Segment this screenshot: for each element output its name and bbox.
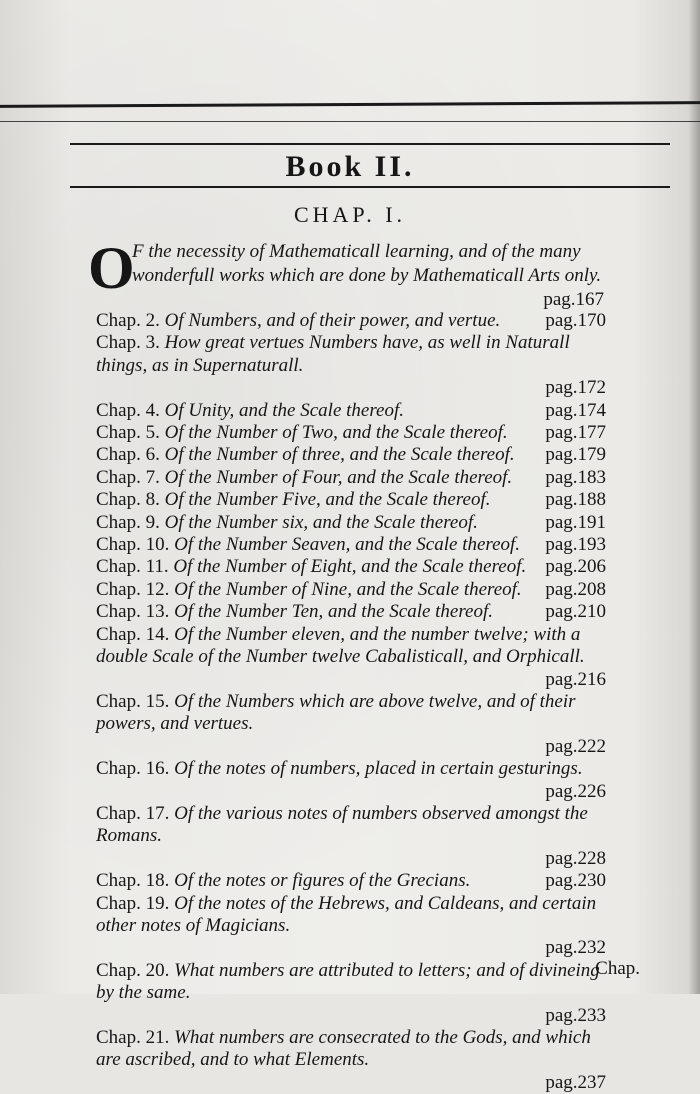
toc-entry bbox=[96, 467, 606, 489]
toc-entry bbox=[96, 624, 606, 691]
toc-entry-page: pag.233 bbox=[545, 1004, 606, 1026]
toc-entry bbox=[96, 579, 606, 601]
toc-entry-title: Of the Number of Two, and the Scale thereof. bbox=[164, 422, 508, 444]
toc-entry-title: Of the Number Five, and the Scale thereof. bbox=[164, 489, 491, 511]
toc-entry-title: Of the Number of Nine, and the Scale thereof. bbox=[174, 578, 522, 600]
toc-entry-page: pag.170 bbox=[545, 310, 606, 331]
drop-cap: O bbox=[88, 235, 135, 301]
toc-entry-title: Of the Number eleven, and the number twelve; with a double Scale of the Number twelve Cabalisticall, and Orphicall. bbox=[96, 623, 585, 668]
toc-entry-page: pag.206 bbox=[545, 556, 606, 578]
toc-entry bbox=[96, 601, 606, 623]
toc-entry-label: Chap. 7. bbox=[96, 466, 165, 488]
toc-entry-label: Chap. 5. bbox=[96, 422, 165, 444]
toc-entry-title: Of the Number of Four, and the Scale thereof. bbox=[164, 466, 513, 488]
toc-entry bbox=[96, 1027, 606, 1094]
toc-entry-label: Chap. 2. bbox=[96, 310, 165, 331]
toc-entry-label: Chap. 12. bbox=[96, 578, 175, 600]
toc-entry-page: pag.228 bbox=[545, 847, 606, 869]
toc-entry-page: pag.226 bbox=[545, 780, 606, 802]
toc-entry-title: Of the Number of Eight, and the Scale thereof. bbox=[173, 556, 527, 578]
first-chapter-page: pag.167 bbox=[543, 289, 604, 310]
toc-entry-title: Of the notes of numbers, placed in certain gesturings. bbox=[174, 758, 583, 780]
toc-entry-label: Chap. 21. bbox=[96, 1027, 175, 1048]
toc-entry bbox=[96, 489, 606, 511]
toc-entry bbox=[96, 444, 606, 466]
toc-entry-title: Of the Number Ten, and the Scale thereof. bbox=[174, 601, 494, 623]
toc-entry-label: Chap. 16. bbox=[96, 758, 175, 780]
toc-entry-title: Of Numbers, and of their power, and vertue. bbox=[164, 310, 501, 331]
toc-entry bbox=[96, 332, 606, 399]
toc-entry-label: Chap. 18. bbox=[96, 870, 175, 892]
toc-entry bbox=[96, 534, 606, 556]
toc-entry-label: Chap. 4. bbox=[96, 399, 165, 421]
toc-entry-page: pag.174 bbox=[545, 399, 606, 421]
toc-entry-label: Chap. 10. bbox=[96, 534, 175, 556]
toc-entry bbox=[96, 512, 606, 534]
toc-entry-page: pag.193 bbox=[545, 534, 606, 556]
toc-entry-label: Chap. 15. bbox=[96, 690, 175, 712]
first-chapter-entry bbox=[84, 235, 604, 312]
toc-entry-label: Chap. 14. bbox=[96, 623, 175, 645]
toc-entry-page: pag.216 bbox=[545, 668, 606, 690]
toc-entry-page: pag.188 bbox=[545, 489, 606, 511]
first-chapter-title: F the necessity of Mathematicall learning, and of the many wonderfull works which are done by Mathematicall Arts only. bbox=[132, 241, 602, 286]
toc-entry-label: Chap. 9. bbox=[96, 511, 165, 533]
toc-entry bbox=[96, 556, 606, 578]
toc-entry bbox=[96, 960, 606, 1027]
toc-entry-page: pag.191 bbox=[545, 511, 606, 533]
toc-entry-page: pag.183 bbox=[545, 466, 606, 488]
toc-entry-title: What numbers are consecrated to the Gods, and which are ascribed, and to what Elements. bbox=[96, 1027, 591, 1071]
toc-entry-page: pag.230 bbox=[545, 870, 606, 892]
toc-entry-label: Chap. 3. bbox=[96, 332, 165, 354]
toc-entry-title: Of the Number Seaven, and the Scale thereof. bbox=[174, 534, 521, 556]
toc-entry-title: Of the notes or figures of the Grecians. bbox=[174, 870, 471, 892]
toc-entry-label: Chap. 11. bbox=[96, 556, 174, 578]
toc-entry-page: pag.179 bbox=[545, 444, 606, 466]
toc-entry-page: pag.208 bbox=[545, 578, 606, 600]
toc-entry bbox=[96, 870, 606, 892]
toc-entry-label: Chap. 6. bbox=[96, 444, 165, 466]
toc-entry bbox=[96, 893, 606, 960]
top-rule bbox=[0, 101, 700, 108]
catchword: Chap. bbox=[595, 958, 640, 979]
toc-entry-page: pag.222 bbox=[545, 735, 606, 757]
toc-entry bbox=[96, 758, 606, 803]
book-title-rule-above bbox=[70, 143, 670, 145]
toc-entry bbox=[96, 422, 606, 444]
toc-entry-title: Of Unity, and the Scale thereof. bbox=[164, 399, 404, 421]
toc-entry bbox=[96, 400, 606, 422]
toc-entry-title: What numbers are attributed to letters; and of divineing by the same. bbox=[96, 959, 600, 1004]
toc-entry bbox=[96, 803, 606, 870]
book-title: Book II. bbox=[285, 150, 415, 183]
top-rule-thin bbox=[0, 121, 700, 122]
toc-entry-title: Of the Number six, and the Scale thereof. bbox=[164, 511, 478, 533]
toc-entry-label: Chap. 8. bbox=[96, 489, 165, 511]
toc-entry-page: pag.237 bbox=[545, 1071, 606, 1093]
toc-entry bbox=[96, 310, 606, 332]
toc-entry-title: Of the notes of the Hebrews, and Caldeans, and certain other notes of Magicians. bbox=[96, 892, 597, 936]
toc-entry bbox=[96, 691, 606, 758]
toc-entry-page: pag.177 bbox=[545, 422, 606, 444]
toc-entry-title: Of the various notes of numbers observed amongst the Romans. bbox=[96, 802, 588, 847]
toc-entry-label: Chap. 19. bbox=[96, 892, 175, 914]
toc-entry-label: Chap. 13. bbox=[96, 601, 175, 623]
toc-entry-title: Of the Number of three, and the Scale thereof. bbox=[164, 444, 515, 466]
toc-entry-page: pag.232 bbox=[545, 937, 606, 959]
toc-entry-page: pag.172 bbox=[545, 377, 606, 399]
table-of-contents bbox=[96, 310, 606, 1094]
toc-entry-page: pag.210 bbox=[545, 601, 606, 623]
toc-entry-label: Chap. 20. bbox=[96, 959, 175, 981]
toc-entry-title: How great vertues Numbers have, as well in Naturall things, as in Supernaturall. bbox=[96, 332, 570, 376]
book-title-rule-below bbox=[70, 186, 670, 188]
chapter-heading: CHAP. I. bbox=[293, 202, 407, 227]
toc-entry-label: Chap. 17. bbox=[96, 802, 175, 824]
toc-entry-title: Of the Numbers which are above twelve, and of their powers, and vertues. bbox=[96, 690, 576, 735]
